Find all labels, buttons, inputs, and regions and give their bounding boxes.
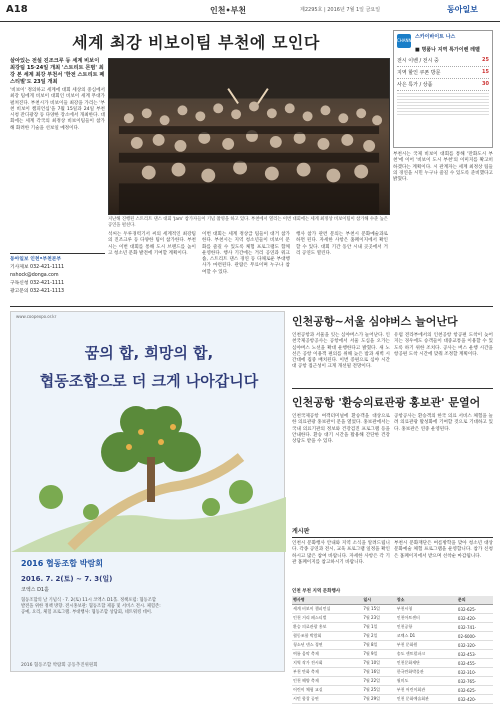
table-row: 환승 의료관광 홍보 7월 1일 인천공항 032-741- — [292, 623, 493, 632]
article-body-col1: '비보이' 정의하고 세계에 대회 세상의 중심에서 최강 팀에게 비보이 대회인 비보이 세계 무대가 펼쳐진다. 부천시가 비보이들 최강을 가리는 '부천 비보이 챔피언십'을 7월 15일과 24일 부천 시청 잔디광장 등 다양한 장소에서 개최한다. 대회에는 세계 각국의 최정상 비보이팀들이 참가해 화려한 기술을 선보일 예정이다. — [10, 88, 105, 131]
contact-row: 광고문의 032-421-1113 — [10, 289, 65, 294]
section-name: 인천•부천 — [210, 6, 247, 15]
side-box-title: 스카이바이트 나스 — [415, 34, 456, 40]
article3-title: 인천공항 '환승의료관광 홍보관' 문열어 — [292, 396, 481, 409]
article-body-col3: 이번 대회는 세계 정상급 팀들이 대거 참가한다. 부천시는 지역 청소년들이 비보이 문화를 즐길 수 있도록 체험 프로그램도 함께 운영한다. 행사 기간에는 거리 공연과 워크숍, 스트리트 댄스 경연 등 다채로운 부대행사가 마련된다. 관람은 무료이며 누구나 참여할 수 있다. — [202, 232, 290, 275]
ad-url: www.coopexpo.or.kr — [16, 314, 57, 319]
table-row: 여름 음악 축제 7월 9일 송도 센트럴파크 032-453- — [292, 650, 493, 659]
table-row: 청소년 댄스 경연 7월 8일 부천 문화원 032-320- — [292, 641, 493, 650]
photo-caption: 지난해 진행된 스트리트 댄스 대회 'Jam' 참가자들이 기념 촬영을 하고 있다. 부천에서 열리는 이번 대회에는 세계 최정상 비보이팀이 참가해 수준 높은 공연을 펼친다. — [108, 217, 388, 228]
ad-slogan-1: 꿈의 합, 희망의 합, — [84, 344, 214, 362]
tree-illustration — [11, 397, 286, 552]
board-body-col2: 부천시 문화재단은 여름방학을 맞아 청소년 대상 문화예술 체험 프로그램을 운영합니다. 참가 신청은 홈페이지에서 받으며 선착순 마감됩니다. — [394, 541, 493, 559]
channel-icon: CHANNEL — [397, 34, 411, 48]
article-lead: 살아있는 전설 진조크루 등 세계 비보이 최강팀 15·24일 개최 '스트리트 몬범' 최강 본 세계 최강 부천서 '한전 스트리트 페스티벌'도 23일 개최 — [10, 58, 105, 85]
article-body-col5: 부천시는 국제 비보이 대회를 통해 '만화도시 부천'에 이어 '비보이 도시 부천'의 이미지를 확고히 하겠다는 계획이다. 시 관계자는 세계 최정상 팀들의 경연을 시민 누구나 즐길 수 있도록 준비했다고 밝혔다. — [393, 152, 493, 183]
board-title: 게시판 — [292, 526, 493, 538]
page-header — [0, 0, 500, 22]
side-box-subtitle: ■ 명품나 지역 특가이벤 레벨 — [415, 47, 480, 53]
article-body-col4: 행사 참가 관련 문의는 부천시 문화예술과로 하면 된다. 자세한 사항은 홈페이지에서 확인할 수 있다. 대회 기간 동안 시내 곳곳에서 거리 공연도 열린다. — [296, 232, 388, 256]
article2-body-col2: 유럽 전라부에서의 인천공항 항공편 도착이 늦어지는 경우에도 승객들이 대중교통을 이용할 수 있도록 하기 위한 조치다. 공사는 버스 운행 시간을 항공편 도착 시간에 맞춰 조정할 계획이다. — [394, 333, 493, 357]
section-divider — [10, 306, 493, 307]
table-row: 부천 만화 축제 7월 16일 한국만화박물관 032-310- — [292, 668, 493, 677]
contact-row: nshock@donga.com — [10, 273, 59, 278]
paper-logo: 동아일보 — [447, 5, 478, 14]
page-number: A18 — [6, 4, 28, 15]
article3-body-col1: 인천국제공항 여객터미널에 환승객을 대상으로 한 의료관광 홍보관이 문을 열었다. 홍보관에서는 국내 의료기관의 정보와 건강검진 프로그램 등을 안내한다. 환승 대기 시간을 활용해 간단한 건강 상담도 받을 수 있다. — [292, 414, 390, 445]
table-row: 지역 작가 전시회 7월 10일 인천문화재단 032-455- — [292, 659, 493, 668]
board-body-col1: 인천시 문화행사 안내와 지역 소식을 알려드립니다. 각종 공연과 전시, 교육 프로그램 일정을 확인하시고 많은 참여 바랍니다. 자세한 사항은 각 기관 홈페이지를 참고하시기 바랍니다. — [292, 541, 390, 565]
issue-meta: 제2295호 | 2016년 7월 1일 금요일 — [300, 7, 381, 13]
main-headline: 세계 최강 비보이팀 부천에 모인다 — [72, 33, 320, 52]
table-row: 어린이 체험 교실 7월 25일 부천 어린이회관 032-625- — [292, 686, 493, 695]
ad-footer: 2016 협동조합 박람회 공동추진위원회 — [21, 663, 98, 668]
ad-dates: 2016. 7. 2(토) ~ 7. 3(일) — [21, 575, 113, 583]
dance-crowd-photo — [108, 58, 390, 215]
ad-expo-title: 2016 협동조합 박람회 — [21, 559, 103, 568]
events-table — [292, 596, 493, 704]
crowd-illustration — [109, 59, 389, 214]
article2-body-col1: 인천공항과 서울을 잇는 심야버스가 늘어난다. 인천국제공항공사는 공항에서 서울 도심을 오가는 심야버스 노선을 확대 운행한다고 밝혔다. 새 노선은 공항 이용객 편의를 위해 늦은 밤과 새벽 시간대에 집중 배치된다. 이번 증편으로 심야 시간대 공항 접근성이 크게 개선될 전망이다. — [292, 333, 390, 370]
table-header-row: 행사명 일시 장소 문의 — [292, 596, 493, 605]
table-row: 협동조합 박람회 7월 2일 코엑스 D1 02-6000- — [292, 632, 493, 641]
side-box-row: 지역 할인 쿠폰 방문 15 — [397, 67, 489, 79]
contact-box — [10, 253, 105, 296]
article-body-col2: 석씨는 두루경력기서 씨의 세계적인 최강팀의 진조크루 등 다양한 팀이 참가한다. 부천시는 이번 대회를 통해 도시 브랜드를 높이고 청소년 문화 발전에 기여할 계획이다. — [108, 232, 196, 256]
ad-venue: 코엑스 D1홀 — [21, 587, 49, 593]
side-box-row: 사은 특가 / 상품 30 — [397, 79, 489, 91]
side-box-row: 전시 이벤 / 전시 중 25 — [397, 55, 489, 67]
coop-expo-ad — [10, 311, 285, 672]
ad-info: 협동조합의 날 기념식 · 7. 2(토) 11시 코엑스 D1홀. 정책포럼: 협동조합 발전을 위한 정책 방향. 전시홍보관: 협동조합 제품 및 서비스 전시. 체험존: 공예, 요리, 체험 프로그램. 부대행사: 협동조합 상담회, 네트워킹 데이. — [21, 598, 161, 615]
contact-row: 구독신청 032-421-1111 — [10, 281, 65, 286]
contact-row: 기사제보 032-421-1111 — [10, 265, 65, 270]
table-row: 세계 비보이 챔피언십 7월 15일 부천시청 032-625- — [292, 605, 493, 614]
ad-slogan-2: 협동조합으로 더 크게 나아갑니다 — [39, 372, 259, 390]
side-info-box — [393, 30, 493, 148]
article2-title: 인천공항∼서울 심야버스 늘어난다 — [292, 315, 458, 328]
table-title: 인천 부천 지역 문화행사 — [292, 589, 341, 594]
table-row: 시민 합창 공연 7월 29일 인천 문화예술회관 032-420- — [292, 695, 493, 704]
table-row: 인천 거리 페스티벌 7월 23일 인천아트센터 032-420- — [292, 614, 493, 623]
article-divider — [292, 388, 493, 389]
article3-body-col2: 공항공사는 환승객의 한국 의료 서비스 체험을 늘려 의료관광 활성화에 기여할 것으로 기대하고 있다. 홍보관은 연중 운영된다. — [394, 414, 493, 432]
table-row: 인천 해양 축제 7월 22일 월미도 032-765- — [292, 677, 493, 686]
contact-title: 동아일보 인천•부천본부 — [10, 257, 62, 262]
